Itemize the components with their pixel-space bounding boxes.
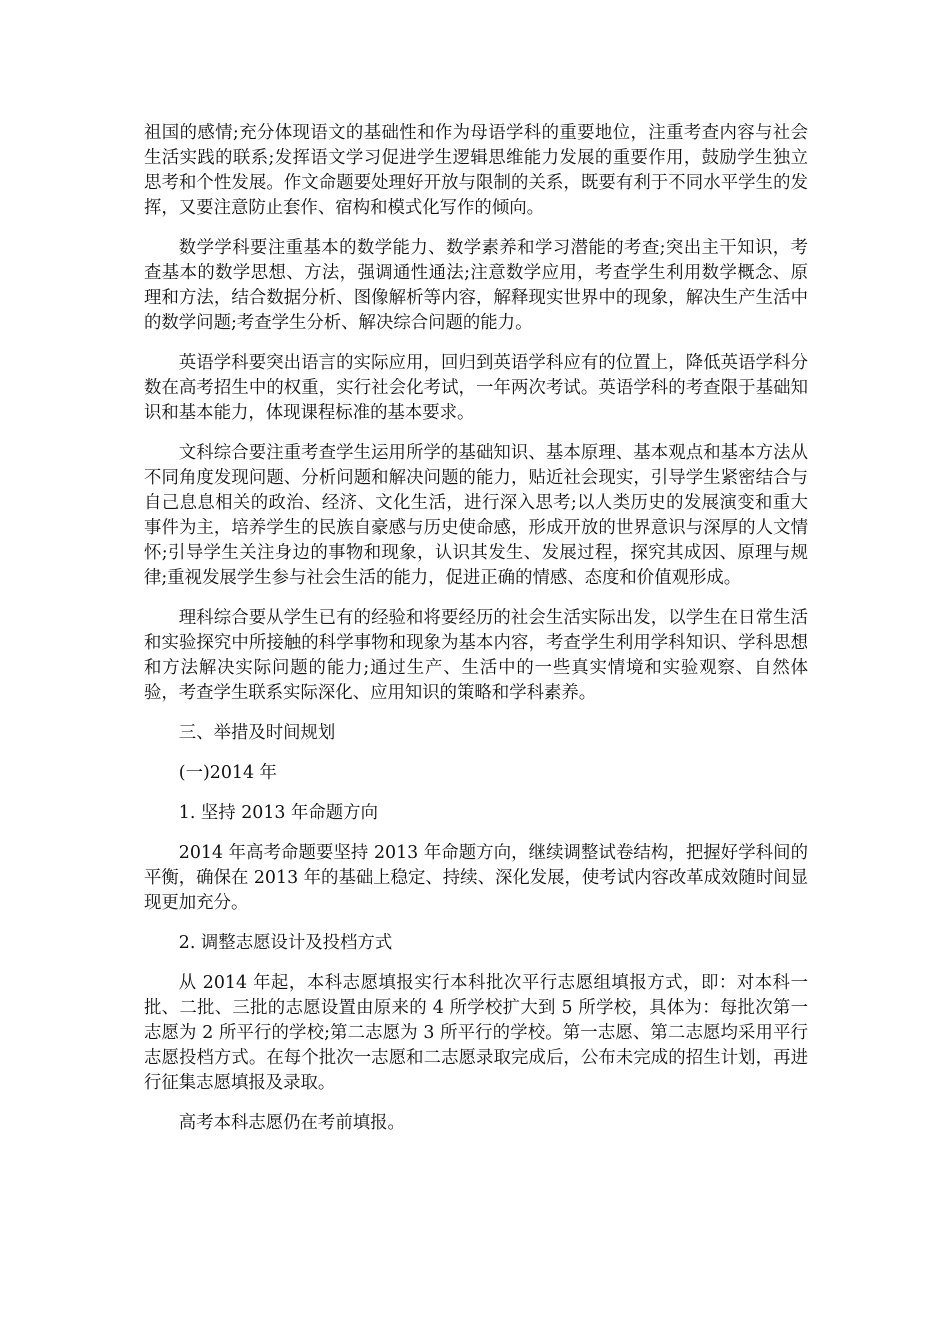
item-heading-2: 2. 调整志愿设计及投档方式 bbox=[178, 933, 393, 953]
paragraph-liberal-arts: 文科综合要注重考查学生运用所学的基础知识、基本原理、基本观点和基本方法从不同角度发现问题、分析问题和解决问题的能力，贴近社会现实，引导学生紧密结合与自己息息相关的政治、经济、文化生活，进行深入思考;以人类历史的发展演变和重大事件为主，培养学生的民族自豪感与历史使命感，形成开放的世界意识与深厚的人文情怀;引导学生关注身边的事物和现象，认识其发生、发展过程，探究其成因、原理与规律;重视发展学生参与社会生活的能力，促进正确的情感、态度和价值观形成。 bbox=[144, 443, 808, 588]
paragraph-chinese-subject-cont: 祖国的感情;充分体现语文的基础性和作为母语学科的重要地位，注重考查内容与社会生活实践的联系;发挥语文学习促进学生逻辑思维能力发展的重要作用，鼓励学生独立思考和个性发展。作文命题要处理好开放与限制的关系，既要有利于不同水平学生的发挥，又要注意防止套作、宿构和模式化写作的倾向。 bbox=[144, 123, 808, 218]
paragraph-english-subject: 英语学科要突出语言的实际应用，回归到英语学科应有的位置上，降低英语学科分数在高考招生中的权重，实行社会化考试，一年两次考试。英语学科的考查限于基础知识和基本能力，体现课程标准的基本要求。 bbox=[144, 353, 808, 423]
paragraph-volunteer-filling: 从 2014 年起，本科志愿填报实行本科批次平行志愿组填报方式，即：对本科一批、二批、三批的志愿设置由原来的 4 所学校扩大到 5 所学校，具体为：每批次第一志愿为 2 所平行的学校;第二志愿为 3 所平行的学校。第一志愿、第二志愿均采用平行志愿投档方式。在每个批次一志愿和二志愿录取完成后，公布未完成的招生计划，再进行征集志愿填报及录取。 bbox=[144, 973, 808, 1093]
paragraph-2014-exam: 2014 年高考命题要坚持 2013 年命题方向，继续调整试卷结构，把握好学科间的平衡，确保在 2013 年的基础上稳定、持续、深化发展，使考试内容改革成效随时间显现更加充分。 bbox=[144, 843, 808, 913]
paragraph-pre-exam-filling: 高考本科志愿仍在考前填报。 bbox=[178, 1113, 405, 1133]
paragraph-math-subject: 数学学科要注重基本的数学能力、数学素养和学习潜能的考查;突出主干知识，考查基本的数学思想、方法，强调通性通法;注意数学应用，考查学生利用数学概念、原理和方法，结合数据分析、图像解析等内容，解释现实世界中的现象，解决生产生活中的数学问题;考查学生分析、解决综合问题的能力。 bbox=[144, 238, 808, 333]
subsection-heading-2014: (一)2014 年 bbox=[178, 763, 277, 783]
document-body bbox=[144, 121, 808, 1151]
section-heading-measures: 三、举措及时间规划 bbox=[178, 723, 336, 743]
item-heading-1: 1. 坚持 2013 年命题方向 bbox=[178, 803, 378, 823]
paragraph-science: 理科综合要从学生已有的经验和将要经历的社会生活实际出发，以学生在日常生活和实验探究中所接触的科学事物和现象为基本内容，考查学生利用学科知识、学科思想和方法解决实际问题的能力;通过生产、生活中的一些真实情境和实验观察、自然体验，考查学生联系实际深化、应用知识的策略和学科素养。 bbox=[144, 608, 808, 703]
